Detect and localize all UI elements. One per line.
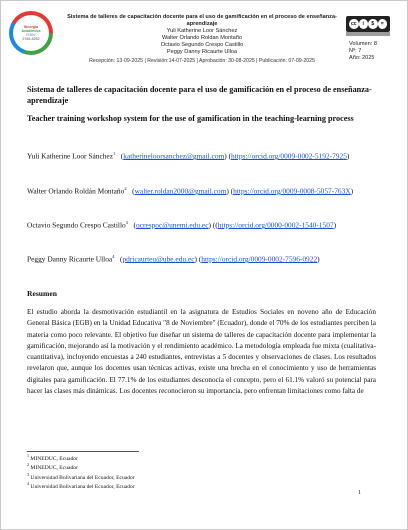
- author-name: Peggy Danny Ricaurte Ulloa: [27, 254, 113, 264]
- author-orcid-link[interactable]: https://orcid.org/0009-0002-7596-0922: [201, 254, 318, 264]
- header-author-2: Walter Orlando Roldan Montaño: [161, 35, 242, 42]
- logo-line-2: Académica: [21, 28, 41, 33]
- logo-line-3: ISSN:: [26, 33, 36, 37]
- logo-line-1: Sinergia: [23, 24, 39, 29]
- author-email-link[interactable]: pdricaurteu@ube.edu.ec: [122, 254, 195, 264]
- footnotes: [27, 453, 135, 490]
- title-spanish: Sistema de talleres de capacitación docente para el uso de gamificación en el proceso de enseñanza-aprendizaje: [27, 85, 372, 105]
- abstract-text: El estudio aborda la desmotivación estudiantil en la asignatura de Estudios Sociales en noveno año de Educación General Básica (EGB) en la Unidad Educativa "8 de Noviembre" (Ecuador), donde el 70% de los estudiantes perciben la materia como poco relevante. El objetivo fue diseñar un sistema de talleres de capacitación docente para implementar la gamificación, mejorando así la motivación y el rendimiento académico. La metodología empleada fue mixta (cualitativa-cuantitativa), incluyendo encuestas a 240 estudiantes, entrevistas a 5 docentes y observaciones de clases. Los resultados revelaron que, aunque los docentes usan técnicas activas, existe una brecha en el conocimiento y uso de herramientas digitales para gamificación. El 77.1% de los estudiantes desconocía el concepto, pero el 61.1% valoró su potencial para hacer las clases más dinámicas. Los docentes reconocieron su importancia, pero enfrentan limitaciones como falta de: [27, 308, 376, 396]
- author-2: Walter Orlando Roldán Montaño$^2$ (walter.roldan2000@gmail.com) (https://orcid.org/0009-0008-5057-763X): [27, 186, 354, 196]
- footnote: [27, 472, 135, 481]
- header-dates: Recepción: 13-09-2025 | Revisión:14-07-2025 | Aprobación: 30-08-2025 | Publicación: 07-09-2025: [89, 58, 315, 64]
- abstract-heading: Resumen: [27, 289, 57, 298]
- footnote-rule: [27, 451, 139, 452]
- page-number: 1: [358, 490, 361, 496]
- footnote: [27, 481, 135, 490]
- author-email-link[interactable]: walter.roldan2000@gmail.com: [134, 186, 227, 196]
- footnote: [27, 462, 135, 471]
- cc-license-badge[interactable]: [346, 16, 390, 32]
- publication-year: Año: 2025: [349, 55, 375, 62]
- footnote-text: Universidad Bolivariana del Ecuador, Ecuador: [30, 483, 135, 490]
- footnote-text: MINEDUC, Ecuador: [30, 465, 78, 472]
- footnote-text: MINEDUC, Ecuador: [30, 455, 78, 462]
- author-email-link[interactable]: ocrespoc@unemi.edu.ec: [136, 220, 209, 230]
- author-affil-sup: 3: [125, 220, 128, 225]
- author-name: Walter Orlando Roldán Montaño: [27, 186, 125, 196]
- footnote-number: 1: [27, 453, 29, 458]
- noderivatives-icon: =: [378, 19, 388, 29]
- footnote-number: 2: [27, 462, 29, 468]
- author-1: Yuli Katherine Loor Sánchez$^1$ (katherineloorsanchez@gmail.com) (https://orcid.org/0009-0002-5192-7925): [27, 151, 350, 161]
- header-author-4: Peggy Danny Ricaurte Ulloa: [166, 49, 238, 56]
- footnote-text: Universidad Bolivariana del Ecuador, Ecuador: [30, 474, 135, 481]
- cc-icon: cc: [350, 21, 357, 27]
- author-affil-sup: 2: [124, 186, 127, 191]
- attribution-icon: i: [359, 19, 369, 29]
- footnote: [27, 453, 135, 462]
- header-author-1: Yuli Katherine Loor Sánchez: [166, 28, 238, 35]
- footnote-number: 3: [27, 471, 29, 477]
- volume-info: [349, 41, 377, 63]
- footnote-number: 4: [27, 480, 29, 486]
- header-article-title: Sistema de talleres de capacitación docente para el uso de gamificación en el proceso de enseñanza-aprendizaje: [67, 14, 337, 28]
- author-orcid-link[interactable]: https://orcid.org/0000-0002-1540-1507: [217, 220, 334, 230]
- author-name: Octavio Segundo Crespo Castillo: [27, 220, 126, 230]
- author-name: Yuli Katherine Loor Sánchez: [27, 151, 113, 161]
- author-orcid-link[interactable]: https://orcid.org/0009-0008-5057-763X: [233, 186, 351, 196]
- issue-number: Nº: 7: [349, 48, 362, 55]
- header-author-3: Octavio Segundo Crespo Castillo: [160, 42, 244, 49]
- author-orcid-link[interactable]: https://orcid.org/0009-0002-5192-7925: [231, 151, 347, 161]
- running-header: [63, 14, 341, 57]
- journal-logo: [9, 11, 53, 55]
- author-3: Octavio Segundo Crespo Castillo$^3$ (ocrespoc@unemi.edu.ec) ((https://orcid.org/0000-0002-1540-1507): [27, 220, 337, 230]
- title-english: Teacher training workshop system for the use of gamification in the teaching-learning process: [27, 114, 354, 123]
- logo-line-4: 2765-8252: [22, 37, 40, 42]
- author-affil-sup: 4: [112, 254, 115, 259]
- volume-number: Volumen: 8: [349, 41, 377, 47]
- author-4: Peggy Danny Ricaurte Ulloa$^4$ (pdricaurteu@ube.edu.ec) (https://orcid.org/0009-0002-7596-0922): [27, 254, 320, 264]
- noncommercial-icon: $: [368, 19, 378, 29]
- logo-inner: [13, 15, 49, 51]
- author-affil-sup: 1: [113, 151, 116, 156]
- cc-license-strip: [346, 32, 390, 36]
- author-email-link[interactable]: katherineloorsanchez@gmail.com: [123, 151, 225, 161]
